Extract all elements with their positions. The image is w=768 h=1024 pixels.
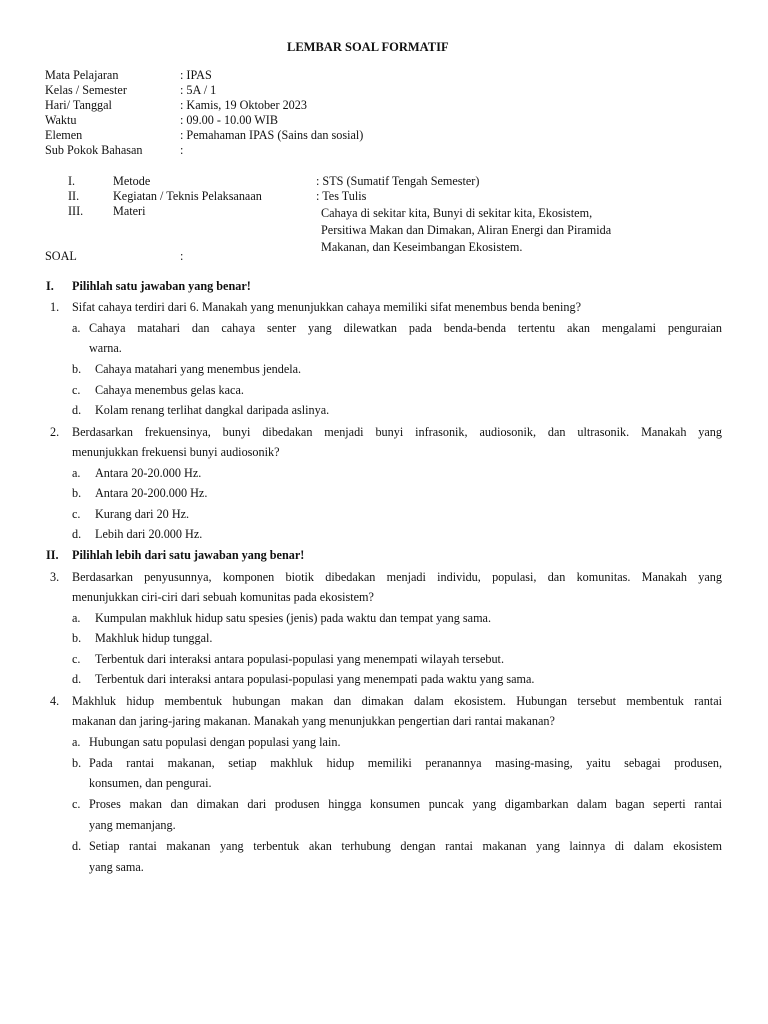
method-value: : STS (Sumatif Tengah Semester) <box>316 174 480 188</box>
option-text: Setiap rantai makanan yang terbentuk akan terhubung dengan rantai makanan yang lainnya di dalam ekosistem <box>89 839 722 853</box>
option-letter: c. <box>72 507 81 521</box>
option-text: Hubungan satu populasi dengan populasi yang lain. <box>89 735 341 749</box>
option-text-continued: yang memanjang. <box>89 818 176 832</box>
option-text: Kolam renang terlihat dangkal daripada aslinya. <box>95 403 330 417</box>
option-letter: b. <box>72 362 82 376</box>
info-value-time: : 09.00 - 10.00 WIB <box>180 113 278 127</box>
question-text: Berdasarkan frekuensinya, bunyi dibedakan menjadi bunyi infrasonik, audiosonik, dan ultrasonik. Manakah yang <box>72 425 722 439</box>
option-letter: c. <box>72 652 81 666</box>
soal-colon: : <box>180 249 184 263</box>
method-number: I. <box>68 174 76 188</box>
option-text: Lebih dari 20.000 Hz. <box>95 527 203 541</box>
material-line-3: Makanan, dan Keseimbangan Ekosistem. <box>321 240 523 254</box>
option-letter: c. <box>72 797 81 811</box>
info-value-date: : Kamis, 19 Oktober 2023 <box>180 98 307 112</box>
info-label-element: Elemen <box>45 128 83 142</box>
info-label-class: Kelas / Semester <box>45 83 127 97</box>
option-text: Proses makan dan dimakan dari produsen hingga konsumen puncak yang digambarkan dalam bagan seperti rantai <box>89 797 722 811</box>
option-text: Kumpulan makhluk hidup satu spesies (jenis) pada waktu dan tempat yang sama. <box>95 611 492 625</box>
info-label-time: Waktu <box>45 113 77 127</box>
section-heading: Pilihlah lebih dari satu jawaban yang benar! <box>72 548 305 562</box>
info-label-subject: Mata Pelajaran <box>45 68 119 82</box>
info-value-element: : Pemahaman IPAS (Sains dan sosial) <box>180 128 364 142</box>
section-number: I. <box>46 279 54 293</box>
info-label-date: Hari/ Tanggal <box>45 98 112 112</box>
activity-number: II. <box>68 189 80 203</box>
question-text-continued: menunjukkan frekuensi bunyi audiosonik? <box>72 445 280 459</box>
option-letter: d. <box>72 839 82 853</box>
option-letter: a. <box>72 466 81 480</box>
info-value-subtopic: : <box>180 143 184 157</box>
option-text: Terbentuk dari interaksi antara populasi-populasi yang menempati wilayah tersebut. <box>95 652 504 666</box>
option-text: Cahaya matahari yang menembus jendela. <box>95 362 302 376</box>
document-title: LEMBAR SOAL FORMATIF <box>287 40 449 54</box>
option-letter: a. <box>72 735 81 749</box>
question-text: Berdasarkan penyusunnya, komponen biotik dibedakan menjadi individu, populasi, dan komunitas. Manakah yang <box>72 570 722 584</box>
option-letter: a. <box>72 611 81 625</box>
option-letter: b. <box>72 486 82 500</box>
option-letter: c. <box>72 383 81 397</box>
question-text-continued: menunjukkan ciri-ciri dari sebuah komunitas pada ekosistem? <box>72 590 374 604</box>
activity-value: : Tes Tulis <box>316 189 367 203</box>
material-label: Materi <box>113 204 146 218</box>
option-text-continued: warna. <box>89 341 122 355</box>
option-text: Makhluk hidup tunggal. <box>95 631 213 645</box>
option-text: Cahaya menembus gelas kaca. <box>95 383 244 397</box>
option-letter: b. <box>72 756 82 770</box>
section-number: II. <box>46 548 59 562</box>
info-value-class: : 5A / 1 <box>180 83 217 97</box>
section-heading: Pilihlah satu jawaban yang benar! <box>72 279 251 293</box>
option-text: Antara 20-20.000 Hz. <box>95 466 202 480</box>
soal-label: SOAL <box>45 249 77 263</box>
material-number: III. <box>68 204 84 218</box>
option-text: Cahaya matahari dan cahaya senter yang dilewatkan pada benda-benda tertentu akan mengalami penguraian <box>89 321 722 335</box>
option-text: Pada rantai makanan, setiap makhluk hidup memiliki peranannya masing-masing, yaitu sebagai produsen, <box>89 756 722 770</box>
question-text: Sifat cahaya terdiri dari 6. Manakah yang menunjukkan cahaya memiliki sifat menembus benda bening? <box>72 300 581 314</box>
option-text: Antara 20-200.000 Hz. <box>95 486 208 500</box>
question-number: 4. <box>50 694 60 708</box>
question-number: 3. <box>50 570 60 584</box>
info-value-subject: : IPAS <box>180 68 212 82</box>
activity-label: Kegiatan / Teknis Pelaksanaan <box>113 189 262 203</box>
option-letter: a. <box>72 321 81 335</box>
question-number: 1. <box>50 300 60 314</box>
option-letter: d. <box>72 527 82 541</box>
option-text: Kurang dari 20 Hz. <box>95 507 190 521</box>
info-label-subtopic: Sub Pokok Bahasan <box>45 143 143 157</box>
method-label: Metode <box>113 174 151 188</box>
option-text-continued: konsumen, dan pengurai. <box>89 776 212 790</box>
option-text: Terbentuk dari interaksi antara populasi-populasi yang menempati pada waktu yang sama. <box>95 672 535 686</box>
material-line-1: Cahaya di sekitar kita, Bunyi di sekitar kita, Ekosistem, <box>321 206 593 220</box>
option-letter: d. <box>72 672 82 686</box>
option-letter: b. <box>72 631 82 645</box>
option-text-continued: yang sama. <box>89 860 144 874</box>
question-text: Makhluk hidup membentuk hubungan makan dan dimakan dalam ekosistem. Hubungan tersebut membentuk rantai <box>72 694 722 708</box>
material-line-2: Persitiwa Makan dan Dimakan, Aliran Energi dan Piramida <box>321 223 612 237</box>
question-text-continued: makanan dan jaring-jaring makanan. Manakah yang menunjukkan pengertian dari rantai makanan? <box>72 714 555 728</box>
question-number: 2. <box>50 425 60 439</box>
option-letter: d. <box>72 403 82 417</box>
